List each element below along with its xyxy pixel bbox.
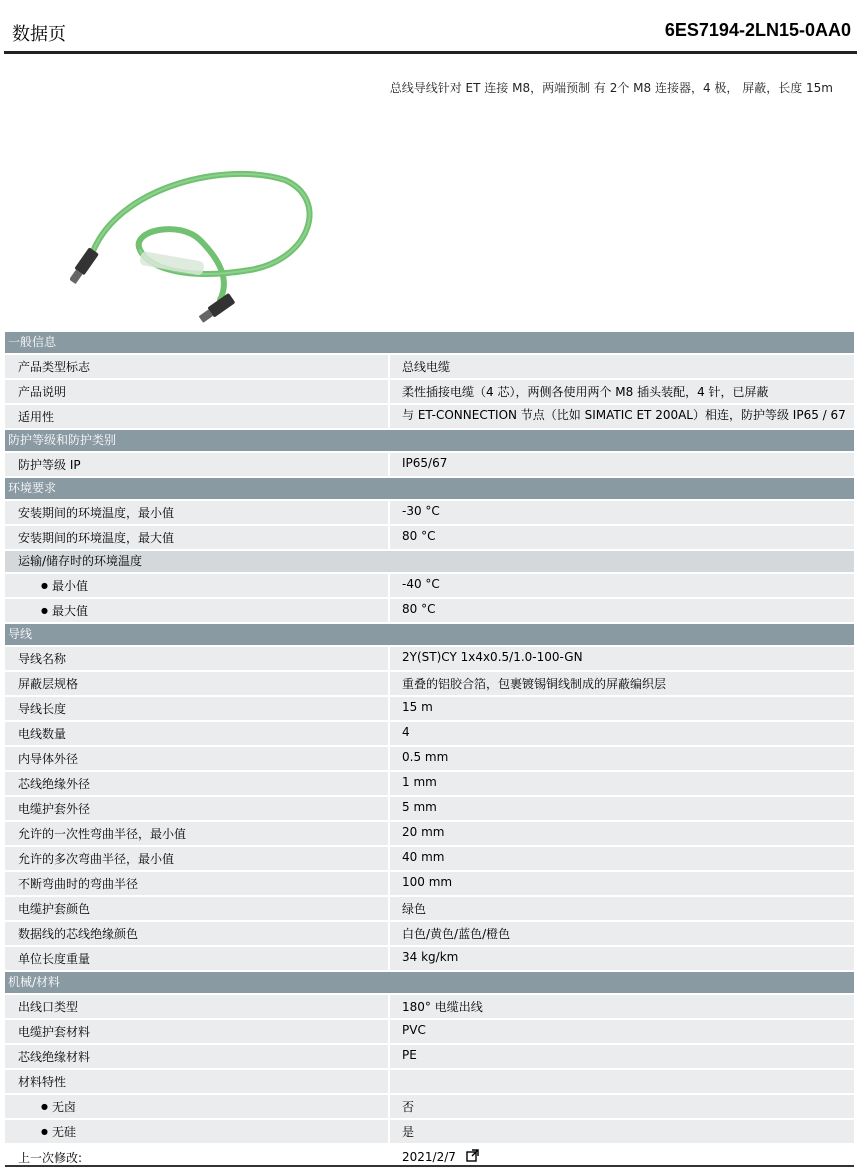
row-label: 产品说明: [5, 380, 388, 403]
table-row: [5, 574, 854, 597]
page-title: 数据页: [12, 24, 66, 45]
row-label: 不断弯曲时的弯曲半径: [5, 872, 388, 895]
row-value: 4: [390, 722, 854, 745]
table-row: [5, 822, 854, 845]
last-modified-date: 2021/2/7: [402, 1150, 456, 1164]
row-value: IP65/67: [390, 453, 854, 476]
table-row: [5, 1070, 854, 1093]
row-label: 内导体外径: [5, 747, 388, 770]
row-value: [390, 1070, 854, 1093]
row-value: 是: [390, 1120, 854, 1143]
section-environment: 环境要求: [5, 478, 854, 499]
table-row: [5, 947, 854, 970]
table-row: [5, 772, 854, 795]
header-divider: [4, 51, 857, 54]
row-value: 否: [390, 1095, 854, 1118]
table-row: [5, 355, 854, 378]
row-value: 80 °C: [390, 526, 854, 549]
row-value: 20 mm: [390, 822, 854, 845]
row-value: PVC: [390, 1020, 854, 1043]
row-value: 100 mm: [390, 872, 854, 895]
row-value: 绿色: [390, 897, 854, 920]
row-value: 1 mm: [390, 772, 854, 795]
row-label: 允许的多次弯曲半径，最小值: [5, 847, 388, 870]
row-label: 出线口类型: [5, 995, 388, 1018]
section-general: 一般信息: [5, 332, 854, 353]
table-row: [5, 405, 854, 428]
row-label: 安装期间的环境温度，最小值: [5, 501, 388, 524]
row-value: 5 mm: [390, 797, 854, 820]
row-label: 芯线绝缘材料: [5, 1045, 388, 1068]
row-value: 180° 电缆出线: [390, 995, 854, 1018]
row-label: ● 最小值: [5, 574, 388, 597]
row-label: 电缆护套材料: [5, 1020, 388, 1043]
row-label: ● 无硅: [5, 1120, 388, 1143]
page-header: [0, 0, 857, 52]
row-label: 适用性: [5, 405, 388, 428]
row-label: 防护等级 IP: [5, 453, 388, 476]
row-value: 白色/黄色/蓝色/橙色: [390, 922, 854, 945]
row-label: 产品类型标志: [5, 355, 388, 378]
table-row: [5, 501, 854, 524]
part-number: 6ES7194-2LN15-0AA0: [664, 20, 851, 40]
section-protection: 防护等级和防护类别: [5, 430, 854, 451]
table-row: [5, 1020, 854, 1043]
table-row: [5, 1045, 854, 1068]
table-row: [5, 380, 854, 403]
row-label: ● 最大值: [5, 599, 388, 622]
table-row: [5, 1095, 854, 1118]
last-modified-value: [390, 1145, 854, 1165]
last-modified-label: 上一次修改:: [18, 1151, 83, 1165]
product-image: [70, 160, 330, 330]
row-value: 柔性插接电缆（4 芯），两侧各使用两个 M8 插头装配，4 针，已屏蔽: [390, 380, 854, 403]
row-value: PE: [390, 1045, 854, 1068]
row-label: 单位长度重量: [5, 947, 388, 970]
table-row: [5, 922, 854, 945]
table-row: [5, 872, 854, 895]
row-label: ● 无卤: [5, 1095, 388, 1118]
subsection-transport-temp: 运输/储存时的环境温度: [5, 551, 854, 572]
table-row: [5, 995, 854, 1018]
row-value: -30 °C: [390, 501, 854, 524]
table-row: [5, 697, 854, 720]
row-label: 电缆护套外径: [5, 797, 388, 820]
row-value: 与 ET-CONNECTION 节点（比如 SIMATIC ET 200AL）相连，防护等级 IP65 / 67: [390, 405, 854, 428]
row-value: 重叠的铝胶合箔，包裹镀锡铜线制成的屏蔽编织层: [390, 672, 854, 695]
row-value: 34 kg/km: [390, 947, 854, 970]
row-label: 芯线绝缘外径: [5, 772, 388, 795]
row-value: 总线电缆: [390, 355, 854, 378]
row-label: 导线名称: [5, 647, 388, 670]
table-row: [5, 526, 854, 549]
row-label: 导线长度: [5, 697, 388, 720]
row-label: 电缆护套颜色: [5, 897, 388, 920]
section-mechanical: 机械/材料: [5, 972, 854, 993]
row-value: 40 mm: [390, 847, 854, 870]
table-row: [5, 1120, 854, 1143]
row-label: 安装期间的环境温度，最大值: [5, 526, 388, 549]
table-row: [5, 722, 854, 745]
table-row: [5, 453, 854, 476]
row-value: 2Y(ST)CY 1x4x0.5/1.0-100-GN: [390, 647, 854, 670]
row-label: 材料特性: [5, 1070, 388, 1093]
row-label: 电线数量: [5, 722, 388, 745]
row-label: 允许的一次性弯曲半径，最小值: [5, 822, 388, 845]
section-cable: 导线: [5, 624, 854, 645]
table-row: [5, 672, 854, 695]
table-row: [5, 847, 854, 870]
row-value: 80 °C: [390, 599, 854, 622]
table-row: [5, 647, 854, 670]
table-row: [5, 897, 854, 920]
table-row: [5, 797, 854, 820]
row-label: 数据线的芯线绝缘颜色: [5, 922, 388, 945]
last-modified-row: [5, 1145, 854, 1167]
row-value: 15 m: [390, 697, 854, 720]
external-link-icon[interactable]: [466, 1149, 479, 1165]
row-value: 0.5 mm: [390, 747, 854, 770]
row-label: 屏蔽层规格: [5, 672, 388, 695]
table-row: [5, 599, 854, 622]
table-row: [5, 747, 854, 770]
row-value: -40 °C: [390, 574, 854, 597]
datasheet-table: [5, 332, 854, 1167]
product-description: 总线导线针对 ET 连接 M8，两端预制 有 2个 M8 连接器，4 极， 屏蔽，长度 15m: [389, 81, 833, 95]
